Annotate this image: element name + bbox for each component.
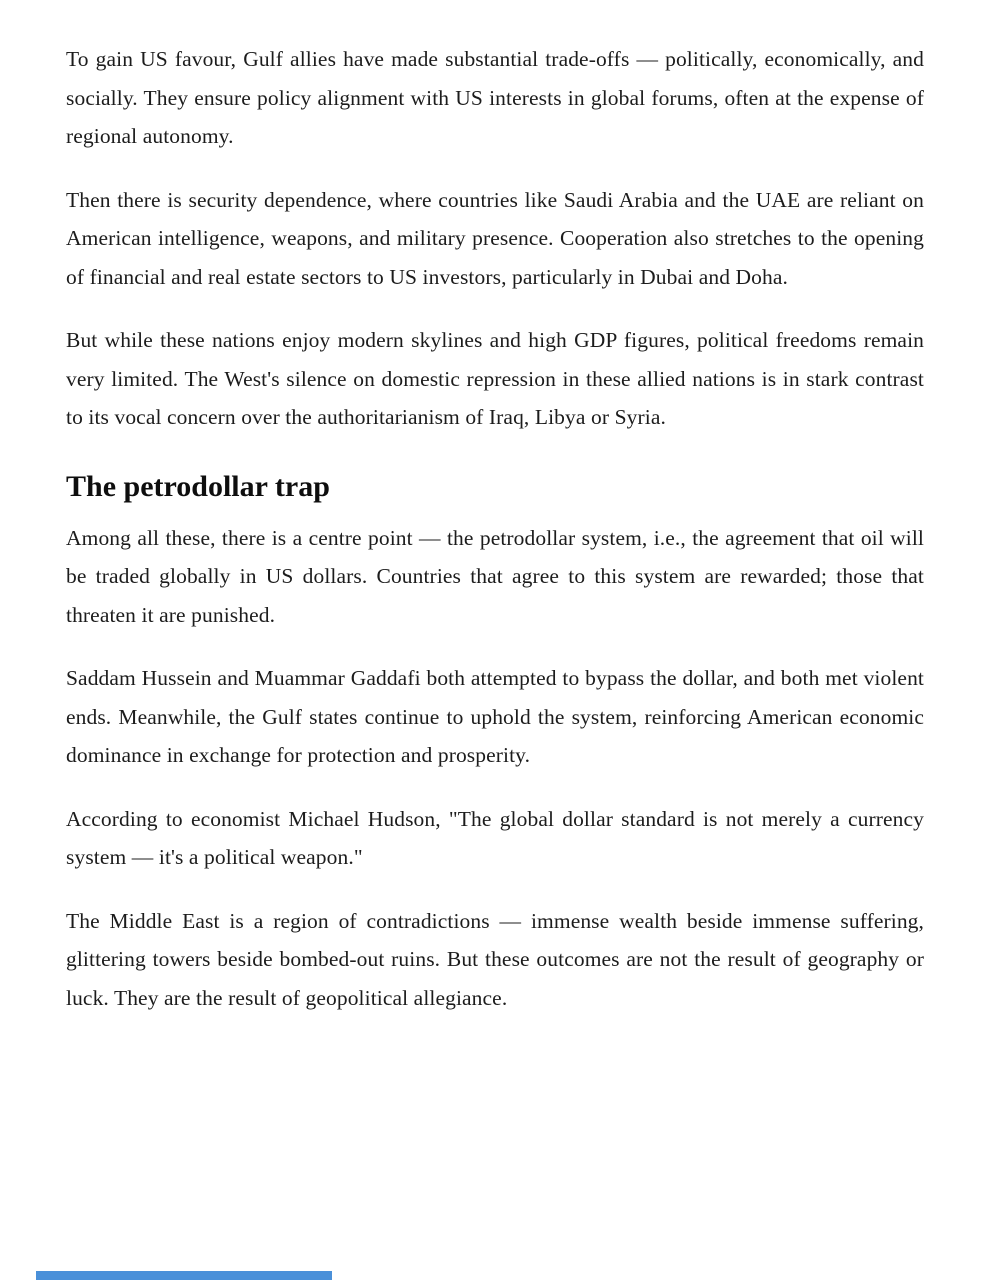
paragraph: Saddam Hussein and Muammar Gaddafi both attempted to bypass the dollar, and both met violent ends. Meanwhile, the Gulf states continue to uphold the system, reinforcing American economic dominance in exchange for protection and prosperity. <box>66 666 924 767</box>
bottom-blue-bar <box>36 1271 332 1280</box>
paragraph: Then there is security dependence, where countries like Saudi Arabia and the UAE are reliant on American intelligence, weapons, and military presence. Cooperation also stretches to the opening of financial and real estate sectors to US investors, particularly in Dubai and Doha. <box>66 187 924 289</box>
section-heading: The petrodollar trap <box>66 469 330 503</box>
paragraph: To gain US favour, Gulf allies have made substantial trade-offs — politically, economically, and socially. They ensure policy alignment with US interests in global forums, often at the expense of regional autonomy. <box>66 47 924 148</box>
paragraph: Among all these, there is a centre point — the petrodollar system, i.e., the agreement that oil will be traded globally in US dollars. Countries that agree to this system are rewarded; those that threaten it are punished. <box>66 525 924 627</box>
paragraph: But while these nations enjoy modern skylines and high GDP figures, political freedoms remain very limited. The West's silence on domestic repression in these allied nations is in stark contrast to its vocal concern over the authoritarianism of Iraq, Libya or Syria. <box>66 328 924 429</box>
paragraph: The Middle East is a region of contradictions — immense wealth beside immense suffering, glittering towers beside bombed-out ruins. But these outcomes are not the result of geography or luck. They are the result of geopolitical allegiance. <box>66 908 924 1010</box>
article-body <box>66 0 924 1042</box>
paragraph: According to economist Michael Hudson, "The global dollar standard is not merely a currency system — it's a political weapon." <box>66 806 924 869</box>
